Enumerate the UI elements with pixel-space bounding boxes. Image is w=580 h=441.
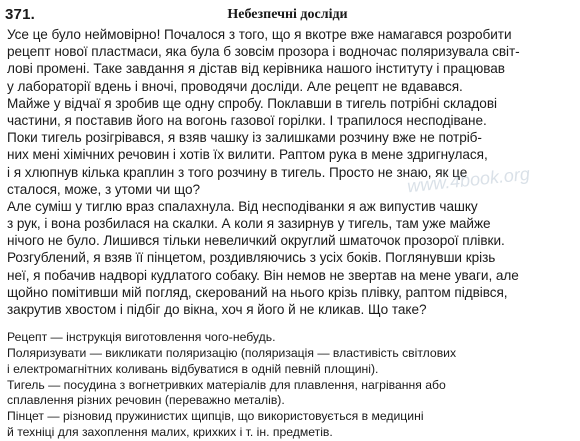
definition-line: Тигель — посудина з вогнетривких матеріалів для плавлення, нагрівання або: [7, 377, 446, 392]
definition-line: й техніці для захоплення малих, крихких і т. ін. предметів.: [7, 424, 333, 439]
definition-line: сплавлення різних речовин (переважно металів).: [7, 393, 285, 408]
definition-line: Пінцет — різновид пружинистих щипців, що використовується в медицині: [7, 409, 424, 424]
vocabulary-definitions: [7, 330, 570, 441]
story-line: з рук, і вона розбилася на скалки. А коли я зазирнув у тигель, там уже майже: [7, 216, 491, 232]
story-paragraph: [7, 26, 570, 318]
definition-line: і електромагнітних коливань відбуватися в одній певній площині).: [7, 361, 379, 376]
story-line: рецепт нової пластмаси, яка була б зовсім прозора і водночас поляризувала світ-: [7, 44, 520, 60]
story-line: неї, я побачив надворі кудлатого собаку. Він немов не звертав на мене уваги, але: [7, 267, 519, 283]
story-line: щойно помітивши мій погляд, скерований на нього крізь плівку, раптом підвівся,: [7, 284, 508, 300]
story-line: них мені хімічних речовин і хотів їх вилити. Раптом рука в мене здригнулася,: [7, 147, 488, 163]
section-gap: [5, 318, 570, 330]
watermark: www.4book.org: [406, 163, 531, 197]
definition-line: Рецепт — інструкція виготовлення чого-небудь.: [7, 330, 276, 345]
story-line: частини, я поставив його на вогонь газової горілки. І трапилося несподіване.: [7, 112, 487, 128]
text-title: Небезпечні досліди: [227, 7, 348, 22]
story-line: Але суміш у тиглю враз спалахнула. Від несподіванки я аж випустив чашку: [7, 198, 478, 214]
exercise-header: [5, 4, 570, 26]
story-line: Розгублений, я взяв її пінцетом, роздивляючись з усіх боків. Поглянувши крізь: [7, 250, 496, 266]
definition-line: Поляризувати — викликати поляризацію (поляризація — властивість світлових: [7, 345, 457, 360]
story-line: нічого не було. Лишився тільки невеличкий округлий шматочок прозорої плівки.: [7, 233, 505, 249]
story-line: у лабораторії вдень і вночі, проводячи досліди. Але рецепт не вдавався.: [7, 78, 463, 94]
exercise-number: 371.: [5, 6, 35, 23]
story-line: Поки тигель розігрівався, я взяв чашку із залишками розчину вже не потріб-: [7, 130, 482, 146]
story-line: Усе це було неймовірно! Почалося з того, що я вкотре вже намагався розробити: [7, 27, 512, 42]
story-line: сталося, може, з утоми чи що?: [7, 181, 201, 197]
story-line: лові промені. Таке завдання я дістав від керівника нашого інституту і працював: [7, 61, 505, 77]
story-line: і я хлюпнув кілька краплин з того розчину в тигель. Просто не знаю, як це: [7, 164, 468, 180]
story-line: Майже у відчаї я зробив ще одну спробу. Поклавши в тигель потрібні складові: [7, 95, 497, 111]
story-line: закрутив хвостом і підбіг до вікна, хоч я його й не кликав. Що таке?: [7, 302, 427, 317]
